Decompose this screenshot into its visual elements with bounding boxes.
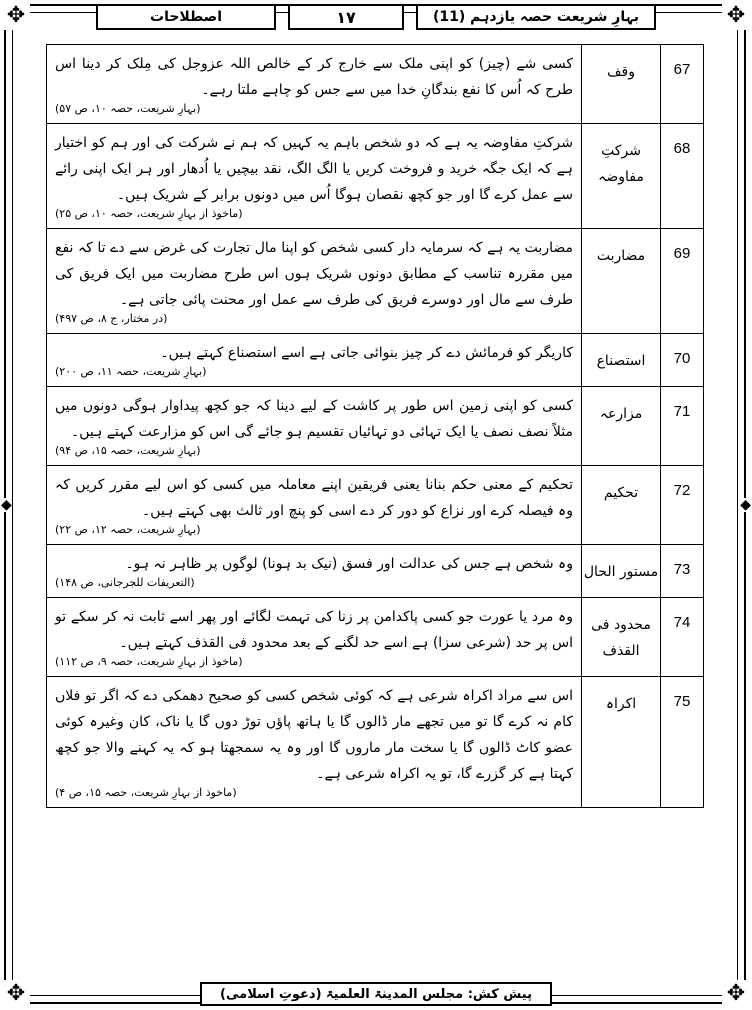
table-row — [47, 124, 704, 229]
row-number: 74 — [661, 598, 704, 677]
side-ornament-icon: ◆ — [740, 497, 751, 513]
table-row — [47, 387, 704, 466]
table-row — [47, 229, 704, 334]
page-header — [96, 4, 656, 32]
definition-text: وہ مرد یا عورت جو کسی پاکدامن پر زنا کی تہمت لگائے اور پھر اسے ثابت نہ کر سکے تو اس پر حد (شرعی سزا) ہے اسے حد لگنے کے بعد محدود فی القذف کہتے ہیں۔ — [55, 609, 573, 651]
term-cell: شرکتِ مفاوضہ — [582, 124, 661, 229]
table-row — [47, 466, 704, 545]
definition-text: اس سے مراد اکراہ شرعی ہے کہ کوئی شخص کسی کو صحیح دھمکی دے کہ اگر تو فلاں کام نہ کرے گا تو میں تجھے مار ڈالوں گا یا ہاتھ پاؤں توڑ دوں گا یا ناک، کان وغیرہ کوئی عضو کاٹ ڈالوں گا یا سخت مار ماروں گا اور وہ یہ سمجھتا ہو کہ یہ کہنے والا جو کچھ کہتا ہے کر گزرے گا، تو یہ اکراہ شرعی ہے۔ — [55, 688, 574, 782]
row-number: 68 — [661, 124, 704, 229]
reference-text: (ماخوذ از بہارِ شریعت، حصہ ۱۵، ص ۴) — [55, 786, 237, 799]
table-row — [47, 677, 704, 808]
row-number: 70 — [661, 334, 704, 387]
corner-ornament-icon: ✥ — [2, 980, 30, 1008]
term-cell: اکراہ — [582, 677, 661, 808]
term-cell: مزارعہ — [582, 387, 661, 466]
definition-cell — [47, 677, 582, 808]
table-row — [47, 45, 704, 124]
term-cell: مضاربت — [582, 229, 661, 334]
definition-text: وہ شخص ہے جس کی عدالت اور فسق (نیک بد ہونا) لوگوں پر ظاہر نہ ہو۔ — [125, 556, 573, 572]
glossary-table — [46, 44, 704, 808]
corner-ornament-icon: ✥ — [722, 2, 750, 30]
reference-text: (ماخوذ از بہارِ شریعت، حصہ ۱۰، ص ۲۵) — [55, 207, 243, 220]
corner-ornament-icon: ✥ — [2, 2, 30, 30]
reference-text: (التعریفات للجرجانی، ص ۱۴۸) — [55, 576, 195, 589]
term-cell: تحکیم — [582, 466, 661, 545]
row-number: 73 — [661, 545, 704, 598]
row-number: 72 — [661, 466, 704, 545]
definition-cell — [47, 387, 582, 466]
term-cell: مستور الحال — [582, 545, 661, 598]
definition-text: کسی شے (چیز) کو اپنی ملک سے خارج کر کے خالص اللہ عزوجل کی مِلک کر دینا اس طرح کہ اُس کا نفع بندگانِ خدا میں سے جس کو چاہے ملتا رہے۔ — [55, 56, 573, 98]
corner-ornament-icon: ✥ — [722, 980, 750, 1008]
definition-cell — [47, 229, 582, 334]
term-cell: وقف — [582, 45, 661, 124]
definition-cell — [47, 334, 582, 387]
row-number: 67 — [661, 45, 704, 124]
page-footer: پیش کش: مجلس المدینۃ العلمیۃ (دعوتِ اسلامی) — [200, 982, 552, 1006]
reference-text: (در مختار، ج ۸، ص ۴۹۷) — [55, 312, 168, 325]
definition-cell — [47, 598, 582, 677]
side-ornament-icon: ◆ — [1, 497, 12, 513]
definition-cell — [47, 45, 582, 124]
table-row — [47, 545, 704, 598]
definition-cell — [47, 545, 582, 598]
term-cell: استصناع — [582, 334, 661, 387]
table-row — [47, 598, 704, 677]
definition-text: تحکیم کے معنی حکم بنانا یعنی فریقین اپنے معاملہ میں کسی کو اس لیے مقرر کریں کہ وہ فیصلہ کرے اور نزاع کو دور کر دے اسی کو پنچ اور ثالث بھی کہتے ہیں۔ — [55, 477, 573, 519]
definition-text: شرکتِ مفاوضہ یہ ہے کہ دو شخص باہم یہ کہیں کہ ہم نے شرکت کی اور ہم کو اختیار ہے کہ ایک جگہ خرید و فروخت کریں یا الگ الگ، نقد بیچیں یا اُدھار اور ہر ایک اپنی رائے سے عمل کرے گا اور جو کچھ نقصان ہوگا اُس میں دونوں برابر کے شریک ہیں۔ — [55, 135, 573, 203]
definition-cell — [47, 124, 582, 229]
row-number: 69 — [661, 229, 704, 334]
page-number: ۱۷ — [288, 4, 404, 30]
definition-cell — [47, 466, 582, 545]
book-title: بہارِ شریعت حصہ یازدہم (11) — [416, 4, 656, 30]
reference-text: (بہارِ شریعت، حصہ ۱۱، ص ۲۰۰) — [55, 365, 207, 378]
definition-text: کاریگر کو فرمائش دے کر چیز بنوائی جاتی ہے اسے استصناع کہتے ہیں۔ — [160, 345, 573, 361]
table-row — [47, 334, 704, 387]
glossary-table-body — [47, 45, 704, 808]
row-number: 71 — [661, 387, 704, 466]
row-number: 75 — [661, 677, 704, 808]
reference-text: (بہارِ شریعت، حصہ ۱۰، ص ۵۷) — [55, 102, 201, 115]
reference-text: (بہارِ شریعت، حصہ ۱۵، ص ۹۴) — [55, 444, 201, 457]
definition-text: مضاربت یہ ہے کہ سرمایہ دار کسی شخص کو اپنا مال تجارت کی غرض سے دے تا کہ نفع میں مقررہ تناسب کے مطابق دونوں شریک ہوں اس طرح مضاربت میں ایک فریق کی طرف سے مال اور دوسرے فریق کی طرف سے عمل اور محنت پائی جاتی ہے۔ — [55, 240, 573, 308]
section-title: اصطلاحات — [96, 4, 276, 30]
term-cell: محدود فی القذف — [582, 598, 661, 677]
reference-text: (ماخوذ از بہارِ شریعت، حصہ ۹، ص ۱۱۲) — [55, 655, 243, 668]
definition-text: کسی کو اپنی زمین اس طور پر کاشت کے لیے دینا کہ جو کچھ پیداوار ہوگی دونوں میں مثلاً نصف نصف یا ایک تہائی دو تہائیاں تقسیم ہو جائے گی اس کو مزارعت کہتے ہیں۔ — [55, 398, 573, 440]
reference-text: (بہارِ شریعت، حصہ ۱۲، ص ۲۲) — [55, 523, 201, 536]
